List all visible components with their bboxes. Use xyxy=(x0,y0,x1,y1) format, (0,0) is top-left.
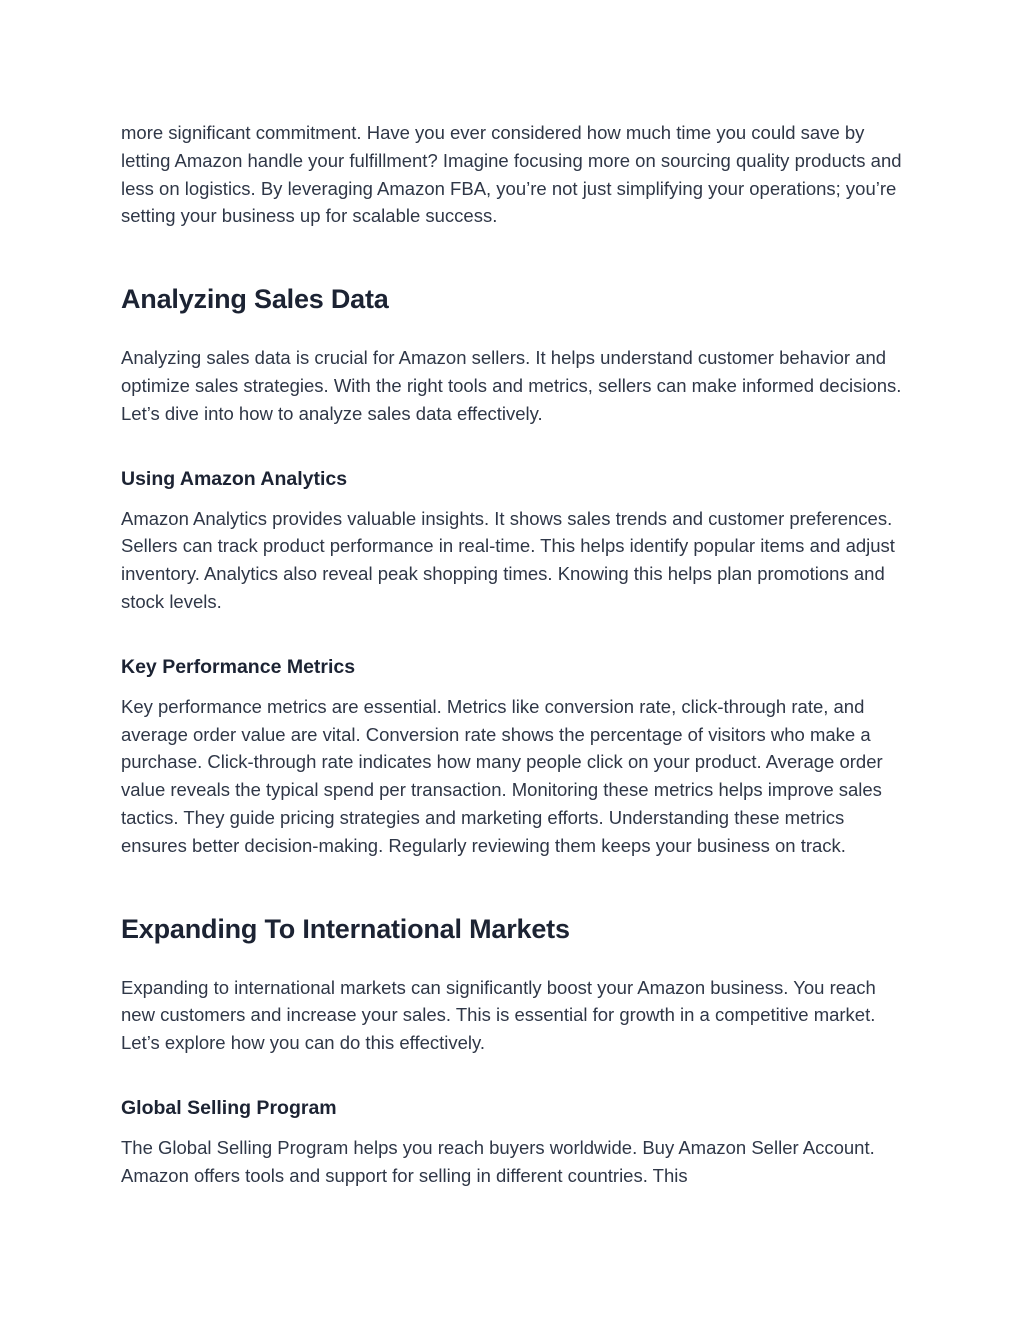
section-paragraph-expanding-international: Expanding to international markets can significantly boost your Amazon business. You reach new customers and increase your sales. This is essential for growth in a competitive market. Let’s explore how you can do this effectively. xyxy=(121,976,876,1054)
section-heading-analyzing-sales-data: Analyzing Sales Data xyxy=(121,284,389,315)
subsection-heading-key-performance-metrics: Key Performance Metrics xyxy=(121,655,356,678)
section-heading-expanding-international: Expanding To International Markets xyxy=(121,913,570,944)
document-page xyxy=(121,119,911,1190)
subsection-paragraph-global-selling-program: The Global Selling Program helps you reach buyers worldwide. Buy Amazon Seller Account. Amazon offers tools and support for selling in different countries. This xyxy=(121,1136,875,1186)
section-paragraph-analyzing-sales-data: Analyzing sales data is crucial for Amazon sellers. It helps understand customer behavior and optimize sales strategies. With the right tools and metrics, sellers can make informed decisions. Let’s dive into how to analyze sales data effectively. xyxy=(121,347,902,424)
subsection-paragraph-key-performance-metrics: Key performance metrics are essential. Metrics like conversion rate, click-through rate, and average order value are vital. Conversion rate shows the percentage of visitors who make a purchase. Click-through rate indicates how many people click on your product. Average order value reveals the typical spend per transaction. Monitoring these metrics helps improve sales tactics. They guide pricing strategies and marketing efforts. Understanding these metrics ensures better decision-making. Regularly reviewing them keeps your business on track. xyxy=(121,695,883,856)
intro-paragraph: more significant commitment. Have you ever considered how much time you could save by letting Amazon handle your fulfillment? Imagine focusing more on sourcing quality products and less on logistics. By leveraging Amazon FBA, you’re not just simplifying your operations; you’re setting your business up for scalable success. xyxy=(121,122,902,227)
subsection-heading-using-amazon-analytics: Using Amazon Analytics xyxy=(121,467,348,490)
subsection-paragraph-using-amazon-analytics: Amazon Analytics provides valuable insights. It shows sales trends and customer preferences. Sellers can track product performance in real-time. This helps identify popular items and adjust inventory. Analytics also reveal peak shopping times. Knowing this helps plan promotions and stock levels. xyxy=(121,507,895,612)
subsection-heading-global-selling-program: Global Selling Program xyxy=(121,1096,337,1119)
